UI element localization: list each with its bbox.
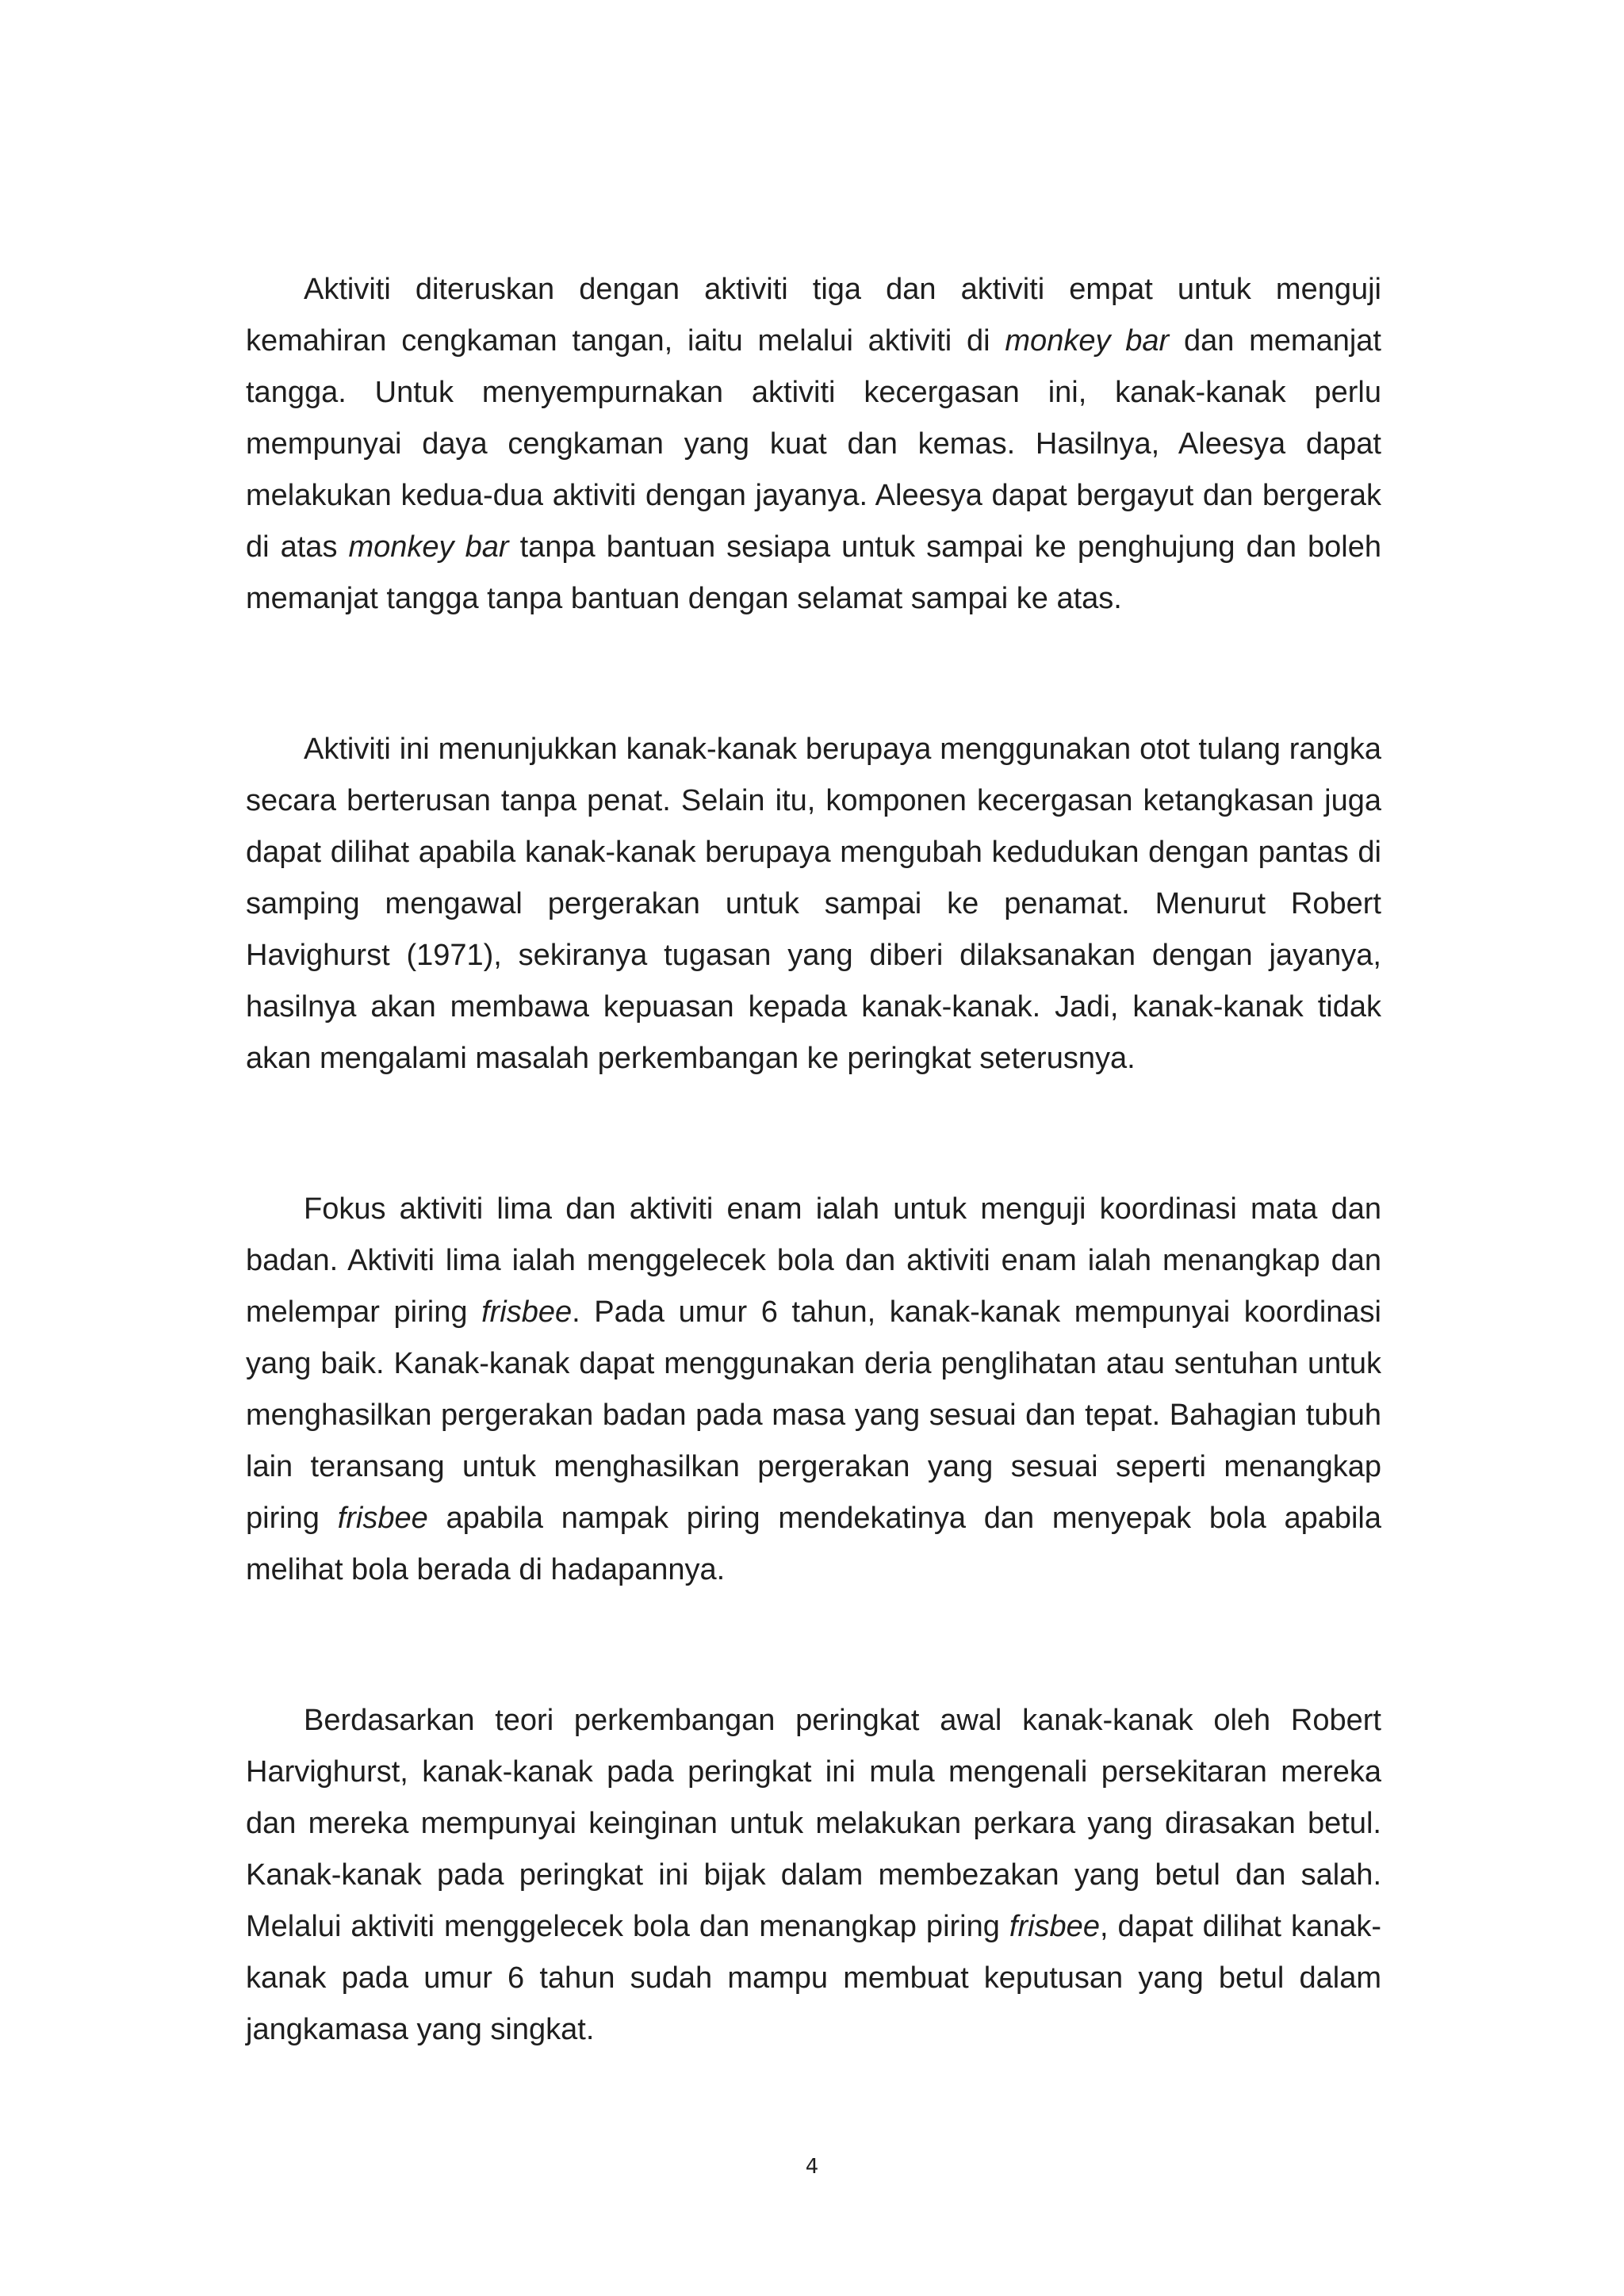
paragraph-4-italic-frisbee: frisbee [1009,1910,1100,1943]
paragraph-2 [246,724,1381,1085]
page-number: 4 [805,2155,819,2179]
paragraph-1 [246,264,1381,625]
paragraph-4-text-1: Berdasarkan teori perkembangan peringkat awal kanak-kanak oleh Robert Harvighurst, kanak-kanak pada peringkat ini mula mengenali persekitaran mereka dan mereka mempunyai keinginan untuk melakukan perkara yang dirasakan betul. Kanak-kanak pada peringkat ini bijak dalam membezakan yang betul dan salah. Melalui aktiviti menggelecek bola dan menangkap piring [246,1704,1381,1943]
paragraph-1-text-3: tanpa bantuan sesiapa untuk sampai ke penghujung dan boleh memanjat tangga tanpa bantuan dengan selamat sampai ke atas. [246,530,1381,615]
paragraph-2-text: Aktiviti ini menunjukkan kanak-kanak berupaya menggunakan otot tulang rangka secara berterusan tanpa penat. Selain itu, komponen kecergasan ketangkasan juga dapat dilihat apabila kanak-kanak berupaya mengubah kedudukan dengan pantas di samping mengawal pergerakan untuk sampai ke penamat. Menurut Robert Havighurst (1971), sekiranya tugasan yang diberi dilaksanakan dengan jayanya, hasilnya akan membawa kepuasan kepada kanak-kanak. Jadi, kanak-kanak tidak akan mengalami masalah perkembangan ke peringkat seterusnya. [246,733,1381,1075]
paragraph-3-text-3: apabila nampak piring mendekatinya dan menyepak bola apabila melihat bola berada di hadapannya. [246,1502,1382,1586]
paragraph-1-text-2: dan memanjat tangga. Untuk menyempurnakan aktiviti kecergasan ini, kanak-kanak perlu mempunyai daya cengkaman yang kuat dan kemas. Hasilnya, Aleesya dapat melakukan kedua-dua aktiviti dengan jayanya. Aleesya dapat bergayut dan bergerak di atas [246,324,1381,564]
paragraph-4-text-2: , dapat dilihat kanak-kanak pada umur 6 tahun sudah mampu membuat keputusan yang betul dalam jangkamasa yang singkat. [246,1910,1381,2046]
paragraph-3-italic-frisbee-2: frisbee [337,1502,428,1535]
paragraph-3 [246,1184,1381,1596]
paragraph-3-text-1: Fokus aktiviti lima dan aktiviti enam ialah untuk menguji koordinasi mata dan badan. Aktiviti lima ialah menggelecek bola dan aktiviti enam ialah menangkap dan melempar piring [246,1192,1381,1329]
paragraph-3-italic-frisbee-1: frisbee [481,1295,573,1329]
paragraph-4 [246,1695,1381,2056]
paragraph-1-text-1: Aktiviti diteruskan dengan aktiviti tiga dan aktiviti empat untuk menguji kemahiran cengkaman tangan, iaitu melalui aktiviti di [246,273,1381,358]
paragraph-1-italic-monkey-bar-2: monkey bar [348,530,509,564]
paragraph-1-italic-monkey-bar-1: monkey bar [1005,324,1170,358]
paragraph-3-text-2: . Pada umur 6 tahun, kanak-kanak mempunyai koordinasi yang baik. Kanak-kanak dapat menggunakan deria penglihatan atau sentuhan untuk menghasilkan pergerakan badan pada masa yang sesuai dan tepat. Bahagian tubuh lain teransang untuk menghasilkan pergerakan yang sesuai seperti menangkap piring [246,1295,1381,1535]
